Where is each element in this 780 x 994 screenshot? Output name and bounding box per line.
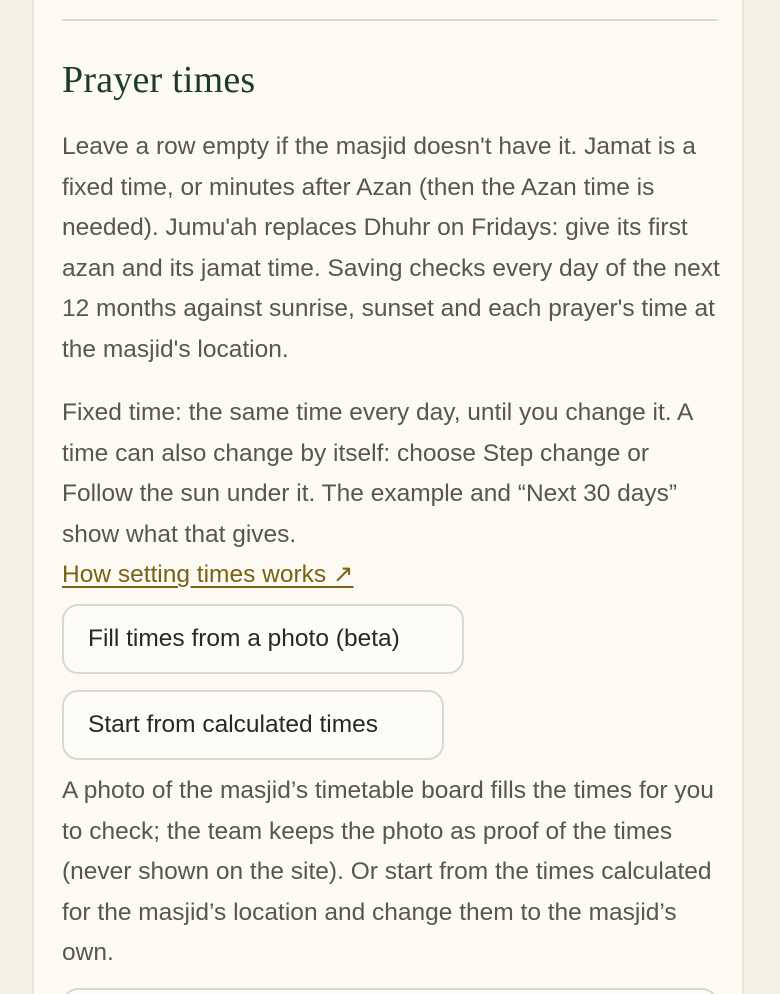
fixed-time-paragraph: Fixed time: the same time every day, until you change it. A time can also change by itself: choose Step change or Follow the sun under it. The example and “Next 30 days” show what that gives. [62, 399, 693, 548]
section-divider [62, 19, 718, 21]
next-control-edge[interactable] [62, 988, 718, 994]
start-from-calculated-button[interactable]: Start from calculated times [62, 690, 444, 760]
section-title: Prayer times [62, 59, 256, 101]
how-setting-times-works-link[interactable]: How setting times works ↗ [62, 561, 354, 588]
fill-from-photo-button[interactable]: Fill times from a photo (beta) [62, 604, 464, 674]
photo-explanation-paragraph: A photo of the masjid’s timetable board fills the times for you to check; the team keeps the photo as proof of the times (never shown on the site). Or start from the times calculated for the masjid’s location and change them to the masjid’s own. [62, 777, 714, 966]
intro-paragraph: Leave a row empty if the masjid doesn't have it. Jamat is a fixed time, or minutes after Azan (then the Azan time is needed). Jumu'ah replaces Dhuhr on Fridays: give its first azan and its jamat time. Saving checks every day of the next 12 months against sunrise, sunset and each prayer's time at the masjid's location. [62, 133, 720, 363]
